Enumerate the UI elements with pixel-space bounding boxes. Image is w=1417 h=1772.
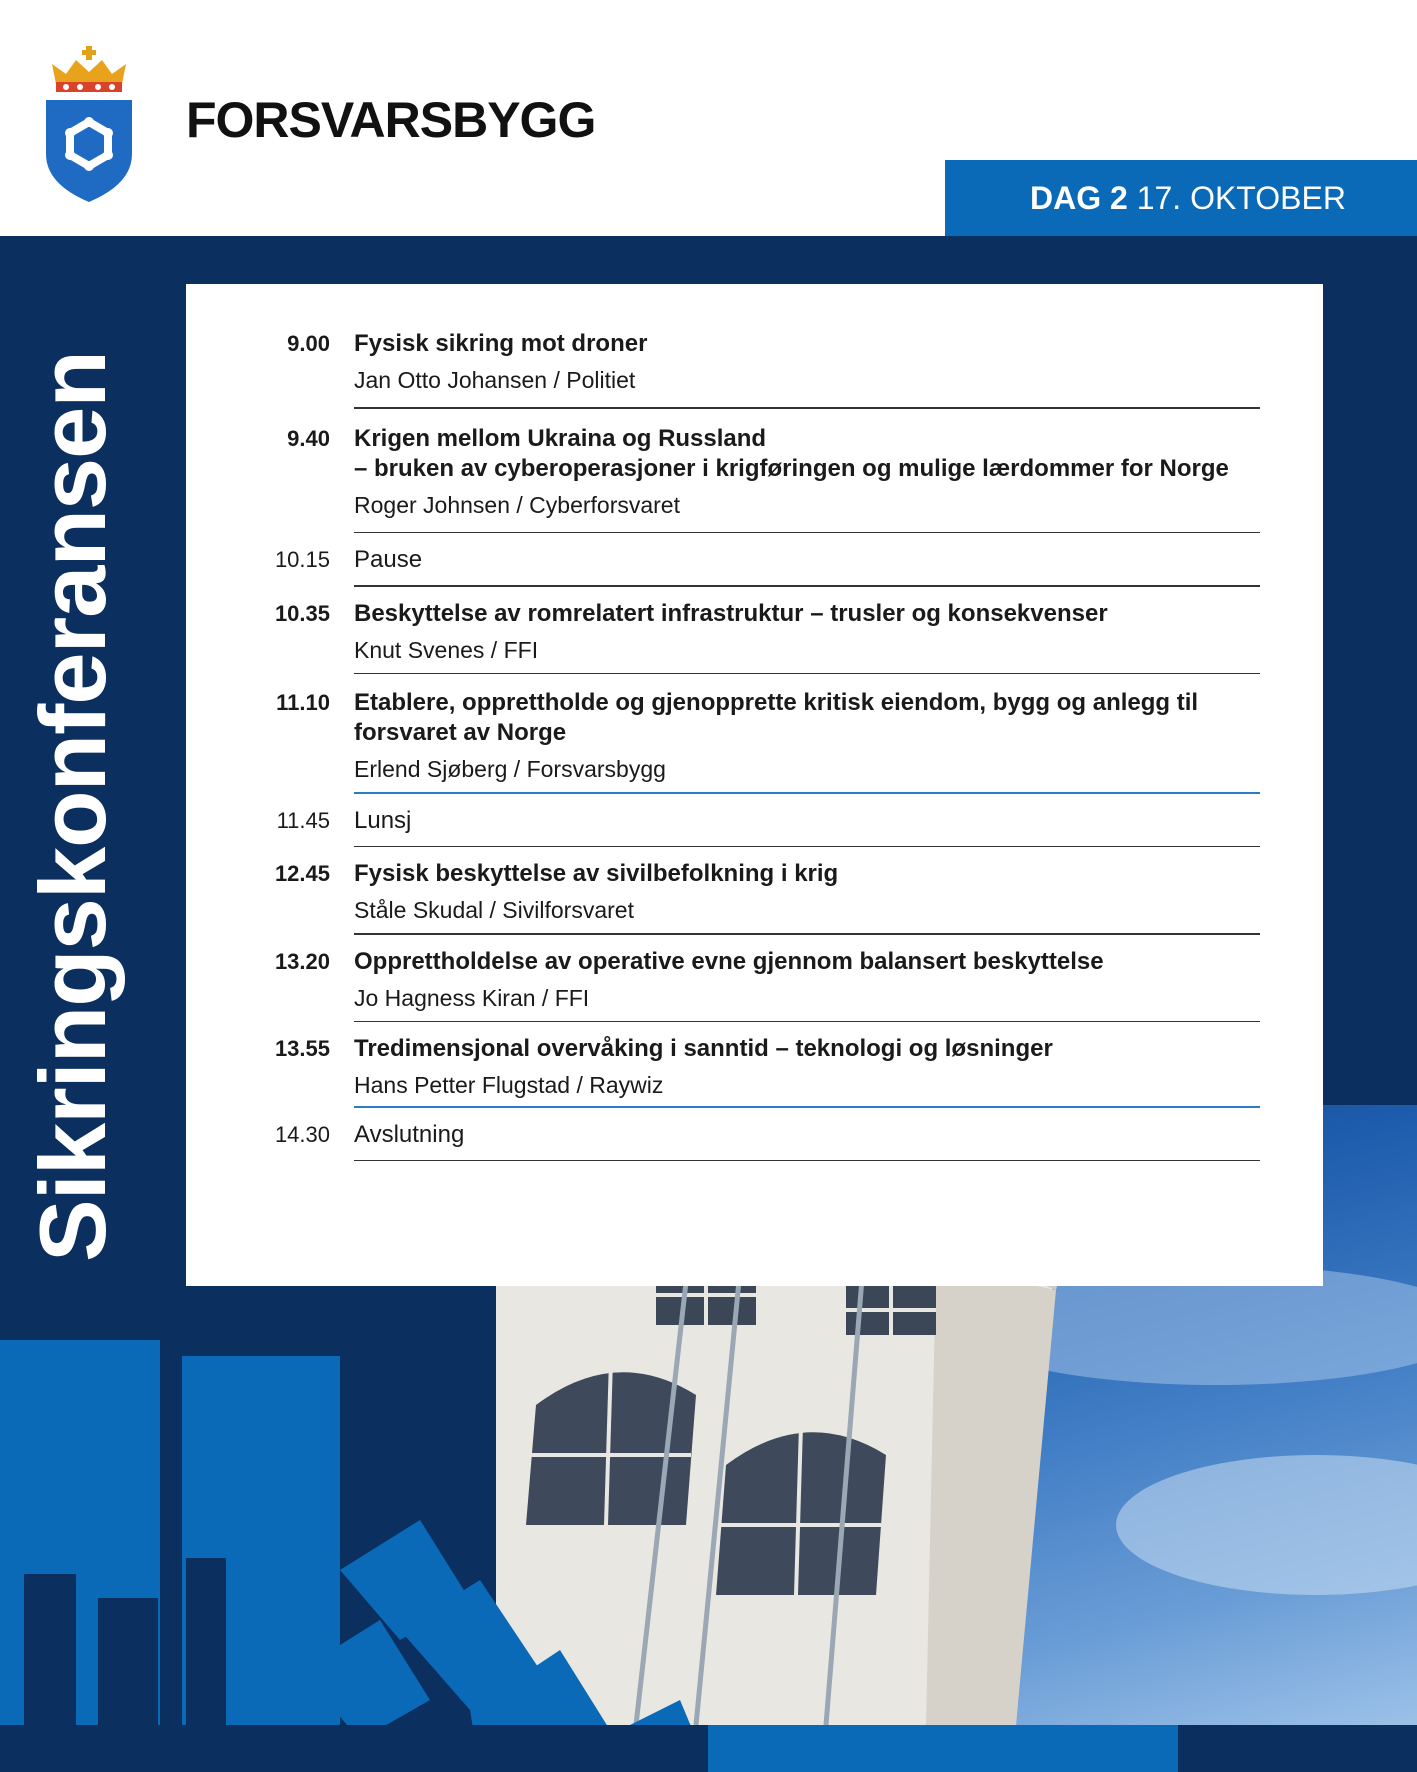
program-title: Pause <box>354 546 423 573</box>
forsvarsbygg-crest-icon <box>42 44 138 204</box>
program-speaker: Knut Svenes / FFI <box>354 636 539 663</box>
program-speaker: Erlend Sjøberg / Forsvarsbygg <box>354 756 666 782</box>
program-subtitle: forsvaret av Norge <box>354 719 567 746</box>
program-time: 10.35 <box>274 600 330 626</box>
program-time: 11.45 <box>276 807 330 833</box>
program-item <box>186 329 1323 409</box>
program-title: Opprettholdelse av operative evne gjennom balansert beskyttelse <box>354 947 1104 975</box>
program-speaker: Ståle Skudal / Sivilforsvaret <box>354 897 634 923</box>
program-title: Beskyttelse av romrelatert infrastruktur – trusler og konsekvenser <box>354 599 1108 627</box>
program-time: 13.55 <box>274 1036 330 1061</box>
decorative-block-pattern <box>0 1340 740 1772</box>
program-speaker: Jan Otto Johansen / Politiet <box>354 367 636 393</box>
program-time: 12.45 <box>274 861 330 886</box>
program-item <box>186 674 1323 794</box>
divider <box>354 1160 1260 1162</box>
program-speaker: Roger Johnsen / Cyberforsvaret <box>354 491 680 518</box>
program-item <box>186 1108 1323 1162</box>
date-banner <box>945 160 1417 236</box>
conference-title: Sikringskonferansen <box>20 351 125 1262</box>
program-item <box>186 533 1323 587</box>
program-title: Etablere, opprettholde og gjenopprette kritisk eiendom, bygg og anlegg til <box>354 689 1199 716</box>
program-item <box>186 1022 1323 1108</box>
program-time: 11.10 <box>276 690 330 715</box>
program-speaker: Hans Petter Flugstad / Raywiz <box>354 1072 664 1098</box>
program-title: Lunsj <box>354 806 412 834</box>
program-item <box>186 409 1323 534</box>
program-title: Krigen mellom Ukraina og Russland <box>354 424 767 452</box>
program-card <box>186 284 1323 1286</box>
program-title: Fysisk sikring mot droner <box>354 330 648 357</box>
program-speaker: Jo Hagness Kiran / FFI <box>354 984 590 1011</box>
program-title: Tredimensjonal overvåking i sanntid – teknologi og løsninger <box>354 1035 1053 1062</box>
brand-wordmark: FORSVARSBYGG <box>186 92 596 148</box>
program-time: 13.20 <box>274 948 330 974</box>
date-label: 17. OKTOBER <box>1136 180 1346 216</box>
program-item <box>186 935 1323 1023</box>
bottom-band-accent <box>708 1725 1178 1772</box>
program-time: 9.00 <box>287 331 330 356</box>
program-title: Fysisk beskyttelse av sivilbefolkning i krig <box>354 860 839 887</box>
day-label: DAG 2 <box>1030 180 1128 216</box>
program-title: Avslutning <box>354 1120 465 1148</box>
program-list <box>186 329 1323 1161</box>
program-time: 10.15 <box>274 547 330 572</box>
program-time: 14.30 <box>274 1121 330 1147</box>
program-item <box>186 587 1323 675</box>
program-item <box>186 794 1323 848</box>
program-time: 9.40 <box>287 425 330 451</box>
program-item <box>186 847 1323 935</box>
program-subtitle: – bruken av cyberoperasjoner i krigføringen og mulige lærdommer for Norge <box>354 454 1229 482</box>
